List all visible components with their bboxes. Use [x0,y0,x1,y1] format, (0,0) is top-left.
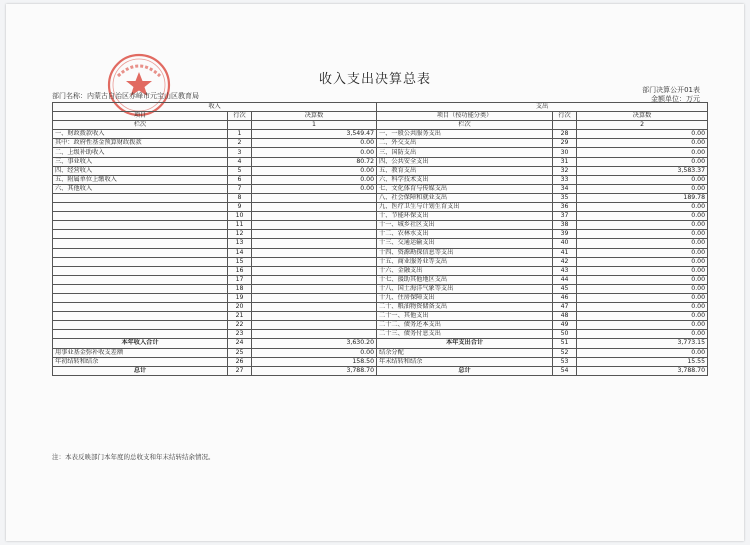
total-row [53,339,708,348]
income-item-header: 项目 [53,112,228,121]
table-row [53,303,708,312]
expense-amount: 0.00 [577,303,708,312]
income-item [53,239,228,248]
income-item [53,284,228,293]
income-amount: 80.72 [252,157,377,166]
income-col-index: 1 [252,121,377,130]
expense-amount: 0.00 [577,157,708,166]
income-amount [252,193,377,202]
table-body [53,130,708,339]
income-amount: 0.00 [252,184,377,193]
income-row-no: 14 [228,248,252,257]
income-amount [252,303,377,312]
expense-item: 十八、国土海洋气象等支出 [377,284,553,293]
expense-item: 本年支出合计 [377,339,553,348]
income-row-no: 6 [228,175,252,184]
income-item [53,330,228,339]
income-amount [252,203,377,212]
expense-row-no: 45 [553,284,577,293]
income-row-no: 26 [228,357,252,366]
income-row-no: 7 [228,184,252,193]
income-amount-header: 决算数 [252,112,377,121]
income-row-no: 25 [228,348,252,357]
expense-row-no: 34 [553,184,577,193]
table-row [53,248,708,257]
income-amount: 0.00 [252,175,377,184]
table-row [53,175,708,184]
expense-amount: 3,773.15 [577,339,708,348]
income-amount [252,257,377,266]
income-amount [252,239,377,248]
expense-item: 年末结转和结余 [377,357,553,366]
expense-item: 十四、资源勘探信息等支出 [377,248,553,257]
income-row-no: 27 [228,366,252,375]
income-amount: 3,788.70 [252,366,377,375]
income-amount [252,312,377,321]
expense-amount: 0.00 [577,139,708,148]
expense-item: 结余分配 [377,348,553,357]
expense-row-no: 46 [553,293,577,302]
income-row-no: 1 [228,130,252,139]
table-row [53,321,708,330]
income-amount [252,266,377,275]
income-row-no: 11 [228,221,252,230]
expense-row-no: 47 [553,303,577,312]
table-row [53,330,708,339]
income-item: 四、经营收入 [53,166,228,175]
expense-amount: 0.00 [577,293,708,302]
expense-amount: 0.00 [577,321,708,330]
income-item: 一、财政拨款收入 [53,130,228,139]
table-row [53,212,708,221]
expense-amount: 0.00 [577,148,708,157]
income-item [53,203,228,212]
expense-amount-header: 决算数 [577,112,708,121]
income-item [53,293,228,302]
table-row [53,139,708,148]
expense-row-no: 31 [553,157,577,166]
expense-item: 七、文化体育与传媒支出 [377,184,553,193]
expense-amount: 189.78 [577,193,708,202]
expense-amount: 3,788.70 [577,366,708,375]
expense-row-no: 38 [553,221,577,230]
header-row-columns [53,112,708,121]
income-amount: 3,630.20 [252,339,377,348]
expense-item: 三、国防支出 [377,148,553,157]
income-amount [252,284,377,293]
table-row [53,166,708,175]
expense-row-no: 50 [553,330,577,339]
expense-amount: 0.00 [577,330,708,339]
total-row [53,357,708,366]
expense-amount: 0.00 [577,184,708,193]
expense-row-no: 48 [553,312,577,321]
expense-amount: 0.00 [577,266,708,275]
table-row [53,193,708,202]
expense-amount: 0.00 [577,175,708,184]
income-item: 本年收入合计 [53,339,228,348]
income-item [53,212,228,221]
income-item [53,193,228,202]
expense-row-no: 35 [553,193,577,202]
expense-amount: 0.00 [577,348,708,357]
expense-item: 二、外交支出 [377,139,553,148]
expense-item: 二十二、债务还本支出 [377,321,553,330]
expense-amount: 0.00 [577,130,708,139]
income-row-no-header: 行次 [228,112,252,121]
expense-amount: 0.00 [577,312,708,321]
expense-item: 十三、交通运输支出 [377,239,553,248]
expense-col-index: 2 [577,121,708,130]
income-item: 五、附属单位上缴收入 [53,175,228,184]
expense-row-no: 43 [553,266,577,275]
income-row-no: 20 [228,303,252,312]
income-amount [252,275,377,284]
expense-row-no: 44 [553,275,577,284]
income-item [53,312,228,321]
expense-item: 十七、援助其他地区支出 [377,275,553,284]
income-item: 二、上级补助收入 [53,148,228,157]
income-amount: 158.50 [252,357,377,366]
expense-header: 支出 [377,103,708,112]
income-row-no: 12 [228,230,252,239]
income-row-no: 21 [228,312,252,321]
income-row-no: 5 [228,166,252,175]
expense-amount: 0.00 [577,239,708,248]
expense-item: 十二、农林水支出 [377,230,553,239]
expense-row-no: 41 [553,248,577,257]
income-item: 总计 [53,366,228,375]
income-item: 三、事业收入 [53,157,228,166]
expense-row-no: 32 [553,166,577,175]
income-amount: 3,549.47 [252,130,377,139]
expense-row-no: 52 [553,348,577,357]
footnote: 注：本表反映部门本年度的总收支和年末结转结余情况。 [52,453,215,461]
income-row-no: 8 [228,193,252,202]
total-row [53,366,708,375]
expense-item: 六、科学技术支出 [377,175,553,184]
income-amount [252,293,377,302]
income-amount [252,330,377,339]
expense-amount: 0.00 [577,275,708,284]
table-row [53,293,708,302]
expense-item: 一、一般公共服务支出 [377,130,553,139]
income-item [53,266,228,275]
expense-amount: 3,583.37 [577,166,708,175]
table-row [53,312,708,321]
expense-row-no: 28 [553,130,577,139]
income-row-no: 24 [228,339,252,348]
income-row-no: 9 [228,203,252,212]
table-row [53,275,708,284]
expense-amount: 0.00 [577,212,708,221]
income-amount: 0.00 [252,166,377,175]
income-expense-table [52,102,708,376]
income-row-no: 16 [228,266,252,275]
header-row-index [53,121,708,130]
expense-row-no-header: 行次 [553,112,577,121]
expense-row-no: 30 [553,148,577,157]
expense-row-no: 42 [553,257,577,266]
expense-row-no: 54 [553,366,577,375]
expense-name-label: 栏次 [377,121,553,130]
income-amount: 0.00 [252,348,377,357]
expense-amount: 0.00 [577,248,708,257]
amount-unit: 金额单位：万元 [651,95,700,103]
income-name-label: 栏次 [53,121,228,130]
expense-row-no: 51 [553,339,577,348]
expense-item: 十六、金融支出 [377,266,553,275]
income-row-no: 13 [228,239,252,248]
expense-item: 十、节能环保支出 [377,212,553,221]
income-item [53,275,228,284]
table-row [53,148,708,157]
income-amount [252,212,377,221]
table-row [53,266,708,275]
department-name: 部门名称：内蒙古自治区赤峰市元宝山区教育局 [52,92,199,100]
expense-item: 二十一、其他支出 [377,312,553,321]
income-amount [252,230,377,239]
table-row [53,239,708,248]
expense-row-no: 36 [553,203,577,212]
income-item [53,230,228,239]
expense-row-no: 49 [553,321,577,330]
expense-item: 二十三、债务付息支出 [377,330,553,339]
expense-row-no: 53 [553,357,577,366]
income-row-no: 10 [228,212,252,221]
expense-row-no: 37 [553,212,577,221]
expense-item: 四、公共安全支出 [377,157,553,166]
income-amount [252,321,377,330]
expense-row-no: 39 [553,230,577,239]
income-amount [252,221,377,230]
income-item [53,221,228,230]
table-row [53,130,708,139]
income-item: 其中：政府性基金预算财政拨款 [53,139,228,148]
expense-amount: 0.00 [577,257,708,266]
expense-amount: 0.00 [577,203,708,212]
report-title: 收入支出决算总表 [318,72,431,87]
table-row [53,184,708,193]
expense-row-no: 40 [553,239,577,248]
income-row-no: 4 [228,157,252,166]
income-item: 六、其他收入 [53,184,228,193]
income-row-no: 23 [228,330,252,339]
table-row [53,257,708,266]
expense-amount: 0.00 [577,284,708,293]
income-item: 年初结转和结余 [53,357,228,366]
income-row-no: 19 [228,293,252,302]
total-row [53,348,708,357]
expense-item: 总计 [377,366,553,375]
expense-amount: 0.00 [577,221,708,230]
expense-item: 十九、住房保障支出 [377,293,553,302]
table-row [53,221,708,230]
table-row [53,230,708,239]
income-item [53,321,228,330]
expense-row-no: 29 [553,139,577,148]
income-item [53,248,228,257]
expense-item: 五、教育支出 [377,166,553,175]
income-row-no: 15 [228,257,252,266]
income-item [53,303,228,312]
income-header: 收入 [53,103,377,112]
income-row-no: 2 [228,139,252,148]
income-item [53,257,228,266]
expense-amount: 15.55 [577,357,708,366]
expense-item: 十一、城乡社区支出 [377,221,553,230]
income-amount: 0.00 [252,139,377,148]
income-row-no: 18 [228,284,252,293]
table-row [53,157,708,166]
expense-item: 八、社会保障和就业支出 [377,193,553,202]
income-row-no: 22 [228,321,252,330]
income-item: 用事业基金弥补收支差额 [53,348,228,357]
expense-item-header: 项目（按功能分类） [377,112,553,121]
expense-item: 九、医疗卫生与计划生育支出 [377,203,553,212]
table-row [53,284,708,293]
income-row-no: 17 [228,275,252,284]
table-row [53,203,708,212]
expense-item: 二十、粮油物资储备支出 [377,303,553,312]
income-row-no: 3 [228,148,252,157]
table-totals [53,339,708,375]
income-amount [252,248,377,257]
expense-item: 十五、商业服务业等支出 [377,257,553,266]
expense-row-no: 33 [553,175,577,184]
income-amount: 0.00 [252,148,377,157]
expense-amount: 0.00 [577,230,708,239]
header-row-section [53,103,708,112]
form-id: 部门决算公开01表 [642,86,700,94]
